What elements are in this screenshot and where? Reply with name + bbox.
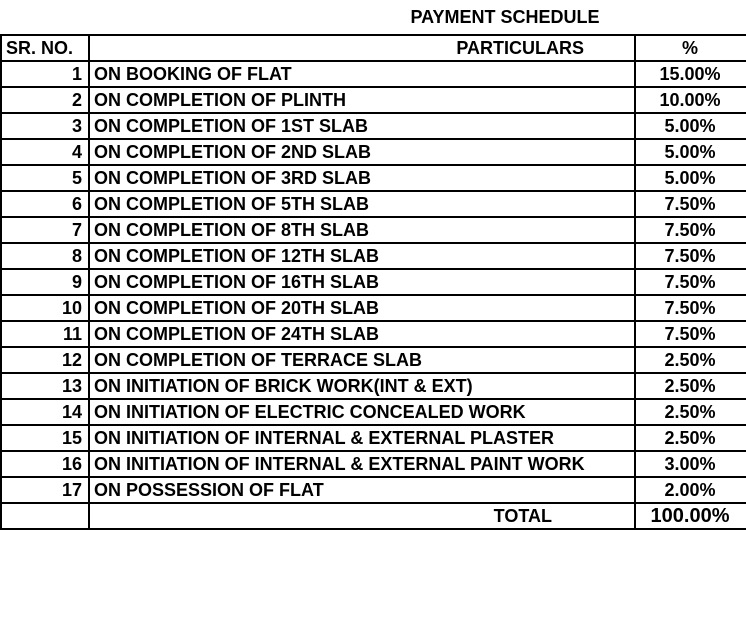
row-sr-no: 17 bbox=[1, 477, 89, 503]
row-sr-no: 12 bbox=[1, 347, 89, 373]
table-row bbox=[1, 451, 746, 477]
row-percent: 2.50% bbox=[635, 373, 746, 399]
table-row bbox=[1, 295, 746, 321]
row-particulars: ON POSSESSION OF FLAT bbox=[89, 477, 635, 503]
row-particulars: ON COMPLETION OF 5TH SLAB bbox=[89, 191, 635, 217]
row-particulars: ON COMPLETION OF 3RD SLAB bbox=[89, 165, 635, 191]
row-sr-no: 9 bbox=[1, 269, 89, 295]
row-particulars: ON BOOKING OF FLAT bbox=[89, 61, 635, 87]
total-label: TOTAL bbox=[89, 503, 635, 529]
row-sr-no: 1 bbox=[1, 61, 89, 87]
row-particulars: ON COMPLETION OF 20TH SLAB bbox=[89, 295, 635, 321]
table-row bbox=[1, 61, 746, 87]
row-sr-no: 13 bbox=[1, 373, 89, 399]
row-percent: 10.00% bbox=[635, 87, 746, 113]
row-particulars: ON INITIATION OF ELECTRIC CONCEALED WORK bbox=[89, 399, 635, 425]
row-sr-no: 14 bbox=[1, 399, 89, 425]
row-sr-no: 4 bbox=[1, 139, 89, 165]
row-sr-no: 15 bbox=[1, 425, 89, 451]
table-row bbox=[1, 477, 746, 503]
total-percent: 100.00% bbox=[635, 503, 746, 529]
row-percent: 5.00% bbox=[635, 113, 746, 139]
row-particulars: ON COMPLETION OF 1ST SLAB bbox=[89, 113, 635, 139]
row-percent: 7.50% bbox=[635, 191, 746, 217]
row-percent: 2.50% bbox=[635, 399, 746, 425]
header-row bbox=[1, 35, 746, 61]
table-body bbox=[1, 35, 746, 529]
table-row bbox=[1, 87, 746, 113]
header-percent: % bbox=[635, 35, 746, 61]
row-sr-no: 2 bbox=[1, 87, 89, 113]
row-percent: 7.50% bbox=[635, 243, 746, 269]
row-particulars: ON INITIATION OF INTERNAL & EXTERNAL PAINT WORK bbox=[89, 451, 635, 477]
row-particulars: ON COMPLETION OF 12TH SLAB bbox=[89, 243, 635, 269]
table-row bbox=[1, 139, 746, 165]
header-sr-no: SR. NO. bbox=[1, 35, 89, 61]
row-sr-no: 11 bbox=[1, 321, 89, 347]
row-particulars: ON COMPLETION OF TERRACE SLAB bbox=[89, 347, 635, 373]
row-sr-no: 3 bbox=[1, 113, 89, 139]
row-percent: 2.00% bbox=[635, 477, 746, 503]
table-row bbox=[1, 321, 746, 347]
row-sr-no: 6 bbox=[1, 191, 89, 217]
table-row bbox=[1, 113, 746, 139]
table-row bbox=[1, 373, 746, 399]
row-particulars: ON COMPLETION OF 8TH SLAB bbox=[89, 217, 635, 243]
row-particulars: ON INITIATION OF BRICK WORK(INT & EXT) bbox=[89, 373, 635, 399]
table-row bbox=[1, 165, 746, 191]
row-percent: 7.50% bbox=[635, 321, 746, 347]
table-row bbox=[1, 269, 746, 295]
row-percent: 7.50% bbox=[635, 217, 746, 243]
table-row bbox=[1, 425, 746, 451]
row-particulars: ON COMPLETION OF 2ND SLAB bbox=[89, 139, 635, 165]
table-row bbox=[1, 347, 746, 373]
row-percent: 2.50% bbox=[635, 347, 746, 373]
row-percent: 7.50% bbox=[635, 269, 746, 295]
title-row bbox=[0, 0, 746, 34]
row-sr-no: 7 bbox=[1, 217, 89, 243]
row-particulars: ON COMPLETION OF 24TH SLAB bbox=[89, 321, 635, 347]
payment-schedule-table bbox=[0, 34, 746, 530]
table-row bbox=[1, 217, 746, 243]
row-sr-no: 8 bbox=[1, 243, 89, 269]
table-row bbox=[1, 399, 746, 425]
total-row bbox=[1, 503, 746, 529]
row-percent: 5.00% bbox=[635, 139, 746, 165]
row-particulars: ON COMPLETION OF 16TH SLAB bbox=[89, 269, 635, 295]
schedule-title: PAYMENT SCHEDULE bbox=[410, 7, 600, 27]
row-sr-no: 16 bbox=[1, 451, 89, 477]
row-percent: 5.00% bbox=[635, 165, 746, 191]
total-sr-no bbox=[1, 503, 89, 529]
row-percent: 3.00% bbox=[635, 451, 746, 477]
row-particulars: ON COMPLETION OF PLINTH bbox=[89, 87, 635, 113]
row-percent: 7.50% bbox=[635, 295, 746, 321]
row-sr-no: 5 bbox=[1, 165, 89, 191]
row-percent: 2.50% bbox=[635, 425, 746, 451]
row-particulars: ON INITIATION OF INTERNAL & EXTERNAL PLASTER bbox=[89, 425, 635, 451]
table-row bbox=[1, 191, 746, 217]
row-percent: 15.00% bbox=[635, 61, 746, 87]
header-particulars: PARTICULARS bbox=[89, 35, 635, 61]
row-sr-no: 10 bbox=[1, 295, 89, 321]
table-row bbox=[1, 243, 746, 269]
